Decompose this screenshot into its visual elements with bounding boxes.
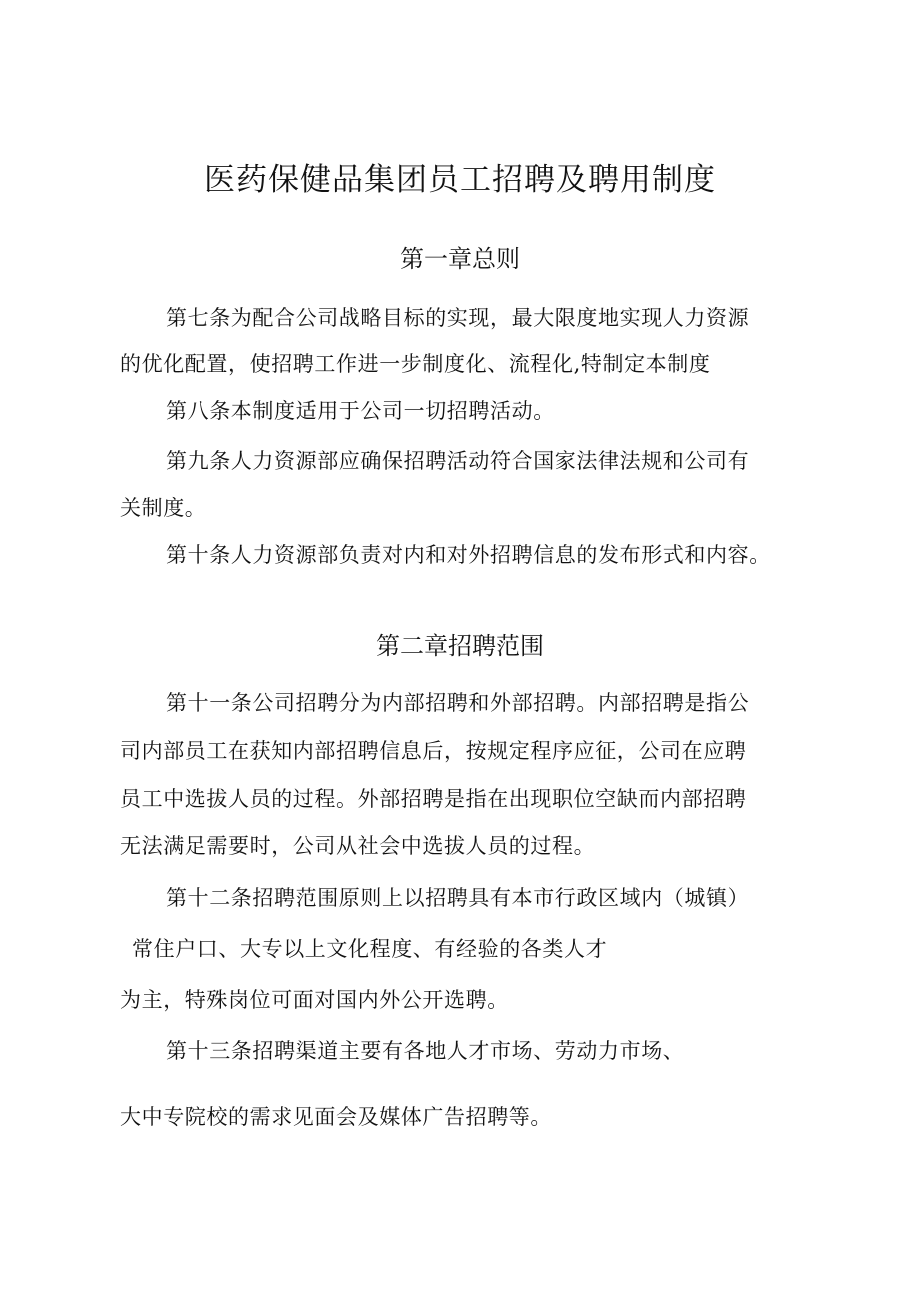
document-title: 医药保健品集团员工招聘及聘用制度 [204, 162, 716, 198]
article-13-line-2: 大中专院校的需求见面会及媒体广告招聘等。 [120, 1105, 552, 1129]
article-11-line-3: 员工中选拔人员的过程。外部招聘是指在出现职位空缺而内部招聘 [120, 787, 747, 811]
chapter-2-heading: 第二章招聘范围 [376, 632, 544, 660]
article-11-line-1: 第十一条公司招聘分为内部招聘和外部招聘。内部招聘是指公 [166, 691, 750, 715]
article-8-line-1: 第八条本制度适用于公司一切招聘活动。 [166, 399, 555, 423]
article-9-line-2: 关制度。 [120, 496, 207, 520]
article-7-line-2: 的优化配置，使招聘工作进一步制度化、流程化,特制定本制度 [120, 352, 711, 376]
article-9-line-1: 第九条人力资源部应确保招聘活动符合国家法律法规和公司有 [166, 449, 750, 473]
article-7-line-1: 第七条为配合公司战略目标的实现，最大限度地实现人力资源 [166, 306, 750, 330]
article-13-line-1: 第十三条招聘渠道主要有各地人才市场、劳动力市场、 [166, 1039, 685, 1063]
chapter-1-heading: 第一章总则 [400, 245, 520, 273]
article-12-line-3: 为主，特殊岗位可面对国内外公开选聘。 [120, 988, 509, 1012]
article-11-line-2: 司内部员工在获知内部招聘信息后，按规定程序应征，公司在应聘 [120, 739, 747, 763]
article-12-line-2: 常住户口、大专以上文化程度、有经验的各类人才 [132, 937, 608, 961]
article-11-line-4: 无法满足需要时，公司从社会中选拔人员的过程。 [120, 834, 596, 858]
article-12-line-1: 第十二条招聘范围原则上以招聘具有本市行政区域内（城镇） [166, 886, 750, 910]
article-10-line-1: 第十条人力资源部负责对内和对外招聘信息的发布形式和内容。 [166, 543, 771, 567]
